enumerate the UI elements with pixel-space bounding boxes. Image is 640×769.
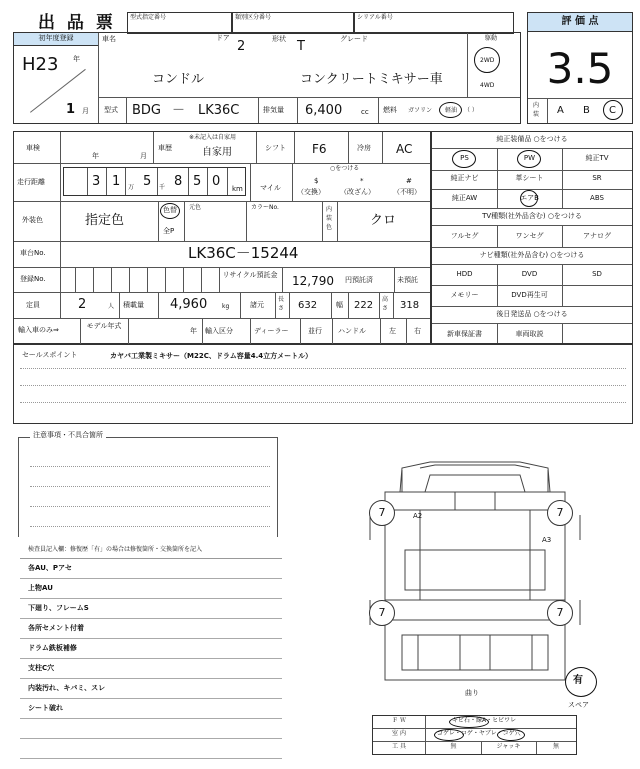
type-number-label: 型式指定番号: [130, 14, 167, 21]
damage-a2: A2: [413, 512, 423, 520]
int-color-label: 内装色: [326, 206, 333, 231]
score-value: 3.5: [546, 44, 614, 93]
fw-circle: [449, 716, 489, 728]
shift-label: シフト: [265, 144, 286, 152]
equip-airbag: エアB: [520, 194, 539, 202]
grade-value: コンクリートミキサー車: [300, 72, 443, 87]
recycle-amount: 12,790: [292, 274, 334, 288]
inspector-line: 各所セメント付着: [28, 624, 84, 632]
car-name: コンドル: [152, 72, 205, 87]
dimensions-label: 諸元: [250, 301, 264, 309]
height-value: 318: [400, 300, 420, 311]
model-value: LK36C: [198, 103, 240, 118]
notes-bracket: [18, 437, 278, 537]
car-name-label: 車名: [102, 35, 116, 43]
fuel-label: 燃料: [383, 106, 397, 114]
spare-label: スペア: [568, 701, 589, 709]
room-circle-1: [434, 729, 464, 741]
drive-label: 駆動: [485, 35, 498, 42]
load-unit: kg: [222, 303, 230, 310]
odo-digit-6: 0: [212, 174, 221, 189]
fuel-diesel-circle: [439, 102, 462, 118]
tv-oneseg: ワンセグ: [515, 232, 544, 240]
navi-dvd: DVD: [521, 270, 538, 278]
odometer-label: 走行距離: [17, 178, 45, 186]
color-change-circle: [160, 203, 180, 219]
interior-grade-label: 内装: [533, 102, 540, 118]
equip-sr: SR: [592, 174, 602, 182]
chassis-number: LK36C－15244: [188, 244, 299, 262]
import-dealer: ディーラー: [254, 327, 289, 335]
recycle-label: リサイクル預託金: [222, 271, 278, 279]
recycle-unit: 円預託済: [345, 276, 373, 284]
equip-airbag-circle: [520, 190, 538, 207]
equip-aw: 純正AW: [451, 194, 478, 202]
drive-4wd: 4WD: [480, 82, 495, 89]
exchange-label: （交換）: [297, 188, 325, 196]
damage-bend: 曲り: [465, 689, 479, 697]
exchange-symbol: $: [314, 177, 319, 185]
month-unit: 月: [82, 107, 89, 115]
unknown-symbol: #: [406, 177, 412, 185]
width-value: 222: [354, 300, 374, 311]
chassis-label: 車台No.: [20, 249, 46, 257]
import-parallel: 並行: [308, 327, 322, 335]
odo-digit-4: 8: [174, 174, 183, 189]
equip-title: 純正装備品 ○をつける: [496, 135, 568, 143]
revised-symbol: *: [360, 177, 364, 185]
unknown-label: （不明）: [393, 188, 421, 196]
tire-front-left: 7: [369, 500, 395, 526]
height-label: 高さ: [382, 296, 389, 312]
vehicle-diagram: [360, 440, 590, 710]
tv-analog: アナログ: [583, 232, 611, 240]
length-value: 632: [298, 300, 318, 311]
all-paint-label: 全P: [163, 227, 175, 235]
equip-navi: 純正ナビ: [450, 174, 479, 182]
model-label: 型式: [104, 106, 118, 114]
inspector-line: 各AU、Pアセ: [28, 564, 72, 572]
displacement-unit: cc: [361, 108, 369, 116]
import-label: 輸入車のみ⇒: [18, 326, 59, 334]
length-label: 長さ: [278, 296, 285, 312]
history-value: 自家用: [202, 147, 232, 158]
displacement-value: 6,400: [305, 103, 343, 118]
navi-hdd: HDD: [456, 270, 473, 278]
ac-value: AC: [396, 142, 413, 156]
color-change-label: 色替: [163, 206, 177, 214]
tire-rear-left: 7: [369, 600, 395, 626]
year-unit: 年: [73, 55, 80, 63]
history-note: ※未記入は自家用: [189, 134, 237, 141]
inspection-year-unit: 年: [92, 152, 99, 160]
fw-label: Ｆ Ｗ: [392, 717, 406, 724]
door-count: 2: [237, 39, 246, 54]
equip-ps-circle: [452, 150, 476, 168]
equip-ps: PS: [460, 154, 469, 162]
room-circle-2: [497, 729, 525, 741]
inspection-label: 車検: [26, 144, 40, 152]
inspector-title: 検査員記入欄：修復歴「有」の場合は修復箇所・交換箇所を記入: [28, 546, 203, 553]
tools-label: 工 具: [392, 743, 406, 750]
load-label: 積載量: [123, 301, 144, 309]
revised-label: （改ざん）: [340, 188, 375, 196]
drive-2wd-circle: [474, 47, 500, 73]
odo-man-unit: 万: [128, 184, 135, 191]
inspector-line: ドラム鉄板補修: [28, 644, 77, 652]
orig-color-label: 元色: [189, 204, 202, 211]
equip-leather: 革シート: [515, 174, 544, 182]
handle-left: 左: [389, 327, 396, 335]
ext-color-label: 外装色: [22, 216, 43, 224]
inspection-month-unit: 月: [140, 152, 147, 160]
room-label: 室 内: [392, 730, 406, 737]
odo-digit-1: 3: [92, 174, 101, 189]
fuel-other: （ ）: [464, 107, 478, 114]
tire-front-right: 7: [547, 500, 573, 526]
odo-sen-unit: 千: [159, 184, 166, 191]
later-title: 後日発送品 ○をつける: [496, 310, 568, 318]
equip-pw-circle: [517, 150, 541, 168]
grade-label: グレード: [340, 35, 368, 43]
inspector-line: 内装汚れ、キバミ、スレ: [28, 684, 106, 692]
odo-digit-3: 5: [143, 174, 152, 189]
damage-a3: A3: [542, 536, 552, 544]
model-year-label: モデル年式: [86, 322, 122, 330]
first-reg-month: 1: [66, 102, 76, 117]
door-label: ドア: [216, 34, 230, 42]
ext-color-value: 指定色: [85, 213, 125, 228]
displacement-label: 排気量: [263, 106, 284, 114]
interior-c-circle: [603, 100, 623, 120]
sales-point-label: セールスポイント: [22, 351, 78, 359]
load-value: 4,960: [170, 297, 208, 312]
inspector-line: シート破れ: [28, 704, 63, 712]
form-title: 出 品 票: [38, 13, 116, 33]
history-label: 車歴: [158, 144, 172, 152]
inspector-line: 支柱C穴: [28, 664, 55, 672]
model-year-unit: 年: [190, 327, 197, 335]
tools-value: 無: [450, 743, 457, 750]
serial-number-label: シリアル番号: [357, 14, 393, 21]
model-dash: －: [172, 103, 186, 118]
sales-point-box: [13, 344, 633, 424]
capacity-label: 定員: [26, 301, 40, 309]
tire-rear-right: 7: [547, 600, 573, 626]
int-color-value: クロ: [370, 213, 397, 228]
class-number-label: 類別区分番号: [235, 14, 272, 21]
tv-title: TV種類(社外品含む) ○をつける: [482, 212, 582, 220]
shift-value: F6: [312, 142, 327, 156]
interior-b: B: [583, 105, 590, 116]
navi-sd: SD: [592, 270, 602, 278]
fuel-gasoline: ガソリン: [408, 107, 433, 114]
interior-c: C: [609, 105, 616, 116]
first-reg-label: 初年度登録: [38, 34, 74, 42]
spare-value: 有: [573, 675, 583, 686]
later-warranty: 新車保証書: [447, 330, 482, 338]
later-manual: 車両取説: [515, 330, 544, 338]
mile-label: マイル: [260, 184, 281, 192]
odo-maru-note: ○をつける: [330, 165, 360, 172]
score-label: 評 価 点: [561, 16, 599, 27]
handle-label: ハンドル: [338, 327, 366, 335]
odo-km-unit: km: [232, 185, 243, 193]
notes-title: 注意事項・不具合箇所: [30, 432, 106, 439]
width-label: 幅: [336, 301, 343, 309]
shape-label: 形状: [272, 35, 286, 43]
tv-fullseg: フルセグ: [450, 232, 479, 240]
ac-label: 冷房: [357, 144, 371, 152]
color-number-label: カラーNo.: [251, 204, 279, 211]
capacity-unit: 人: [108, 303, 115, 310]
fuel-diesel: 軽油: [445, 107, 458, 114]
drive-2wd: 2WD: [480, 57, 495, 64]
handle-right: 右: [414, 327, 421, 335]
interior-a: A: [557, 105, 564, 116]
jack-value: 無: [552, 743, 559, 750]
recycle-unpaid: 未預託: [397, 276, 418, 284]
inspector-line: 下廻り、フレームS: [28, 604, 89, 612]
capacity-value: 2: [78, 297, 87, 312]
equip-abs: ABS: [590, 194, 604, 202]
odo-digit-2: 1: [112, 174, 121, 189]
registration-label: 登録No.: [20, 275, 46, 283]
sales-point-text: カヤバ工業製ミキサー（M22C、ドラム容量4.4立方メートル）: [110, 352, 313, 360]
navi-memory: メモリー: [450, 291, 479, 299]
jack-label: ジャッキ: [496, 743, 521, 750]
navi-title: ナビ種類(社外品含む) ○をつける: [479, 251, 585, 259]
equip-tv: 純正TV: [585, 154, 609, 162]
room-value: ゴゲレ・コゲ・ヤブレ・コゲ穴: [437, 730, 521, 737]
equip-pw: PW: [523, 154, 536, 162]
first-reg-year: H23: [22, 54, 59, 75]
shape-value: T: [297, 39, 305, 54]
fw-value: キビ石・線A・ヒビワレ: [452, 717, 517, 724]
import-class-label: 輸入区分: [205, 327, 233, 335]
navi-dvd-play: DVD再生可: [511, 291, 548, 299]
inspector-line: 上物AU: [28, 584, 53, 592]
odo-digit-5: 5: [193, 174, 202, 189]
model-prefix: BDG: [132, 103, 162, 118]
